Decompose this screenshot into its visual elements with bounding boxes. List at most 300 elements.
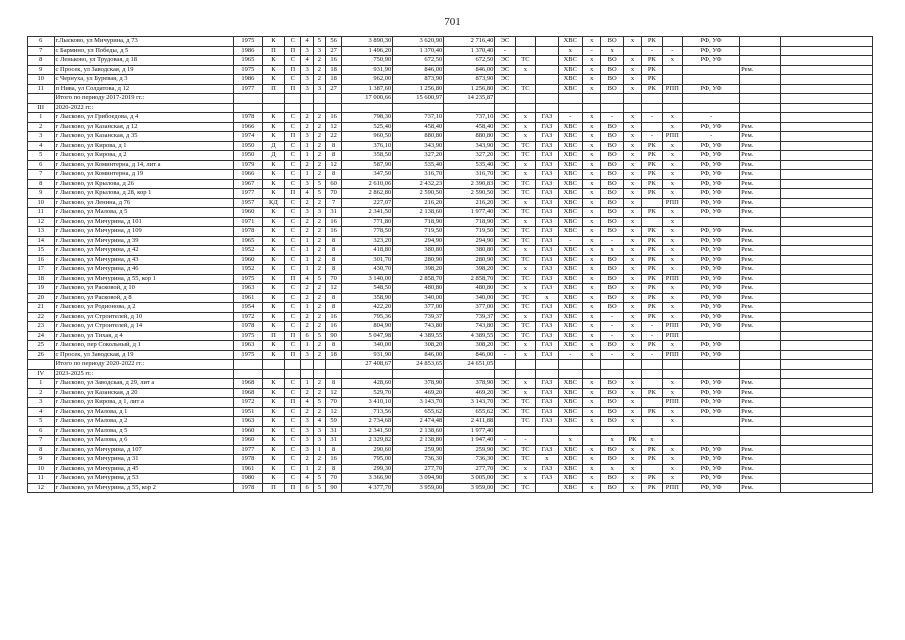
table-row [28, 322, 873, 332]
table-row [28, 227, 873, 237]
s4-cell: ХВС [558, 122, 582, 132]
area2-cell: 846,00 [393, 350, 444, 360]
s1-cell: ЭС [495, 75, 515, 85]
s8-cell [642, 398, 662, 408]
area1-cell: 3 410,10 [342, 398, 393, 408]
area1-cell: 1 387,60 [342, 84, 393, 94]
empty-cell [623, 94, 641, 104]
s2-cell: х [515, 65, 535, 75]
cat-cell: С [285, 464, 301, 474]
s3-cell: ГАЗ [536, 160, 558, 170]
s2-cell: ТС [515, 483, 535, 493]
en-cell: 2 [313, 284, 325, 294]
fund-cell: РФ, УФ [683, 84, 740, 94]
s2-cell: х [515, 198, 535, 208]
ap-cell: 8 [325, 151, 341, 161]
fl-cell: 4 [301, 474, 313, 484]
s2-cell: ТС [515, 331, 535, 341]
s5-cell: х [583, 379, 601, 389]
en-cell: 3 [313, 84, 325, 94]
empty-cell [301, 360, 313, 370]
s7-cell: х [623, 350, 641, 360]
fl-cell: 3 [301, 75, 313, 85]
en-cell: 2 [313, 170, 325, 180]
empty-cell [583, 103, 601, 113]
s4-cell: ХВС [558, 65, 582, 75]
en-cell: 2 [313, 227, 325, 237]
s7-cell: х [623, 322, 641, 332]
empty-cell [780, 483, 872, 493]
addr-cell: г Лысково, ул Малова, д 2 [54, 417, 234, 427]
year-cell: 1979 [234, 160, 263, 170]
ap-cell: 31 [325, 208, 341, 218]
s9-cell: РПП [662, 350, 682, 360]
rem-cell: Рем. [740, 198, 781, 208]
n-cell: 3 [28, 132, 55, 142]
area2-cell: 480,80 [393, 284, 444, 294]
mat-cell: К [262, 445, 284, 455]
area1-cell: 227,07 [342, 198, 393, 208]
table-row [28, 436, 873, 446]
s9-cell [662, 65, 682, 75]
area2-cell: 2 432,23 [393, 179, 444, 189]
fund-cell [683, 426, 740, 436]
area1-cell: 4 377,70 [342, 483, 393, 493]
cat-cell: С [285, 170, 301, 180]
s9-cell: х [662, 170, 682, 180]
area2-cell: 316,70 [393, 170, 444, 180]
fund-cell: РФ, УФ [683, 341, 740, 351]
area1-cell: 3 366,90 [342, 474, 393, 484]
n-cell: 2 [28, 122, 55, 132]
s1-cell: ЭС [495, 455, 515, 465]
area1-cell: 299,30 [342, 464, 393, 474]
s9-cell: РПП [662, 274, 682, 284]
year-cell: 1951 [234, 407, 263, 417]
empty-cell [285, 360, 301, 370]
fund-cell [683, 436, 740, 446]
empty-cell [285, 94, 301, 104]
s5-cell: х [583, 322, 601, 332]
s3-cell: ГАЗ [536, 284, 558, 294]
s6-cell: ВО [601, 141, 623, 151]
addr-cell: г Лысково, ул Крылова, д 26 [54, 179, 234, 189]
en-cell: 2 [313, 350, 325, 360]
s9-cell: - [662, 46, 682, 56]
year-cell: 1975 [234, 274, 263, 284]
rem-cell: Рем. [740, 445, 781, 455]
s8-cell: РК [642, 151, 662, 161]
fund-cell: РФ, УФ [683, 293, 740, 303]
table-row [28, 464, 873, 474]
area3-cell: 846,00 [444, 350, 495, 360]
mat-cell: К [262, 464, 284, 474]
cat-cell: С [285, 265, 301, 275]
s9-cell: х [662, 246, 682, 256]
empty-cell [313, 103, 325, 113]
table-row [28, 417, 873, 427]
s7-cell: х [623, 75, 641, 85]
n-cell: 20 [28, 293, 55, 303]
en-cell: 2 [313, 464, 325, 474]
s9-cell: х [662, 474, 682, 484]
s8-cell [642, 379, 662, 389]
s5-cell: х [583, 217, 601, 227]
n-cell: 14 [28, 236, 55, 246]
addr-cell: г Лысково, ул Мичурина, д 31 [54, 455, 234, 465]
empty-cell [325, 103, 341, 113]
rem-cell [740, 56, 781, 66]
year-cell: 1952 [234, 246, 263, 256]
n-cell: 4 [28, 141, 55, 151]
s5-cell: - [583, 46, 601, 56]
s8-cell: РК [642, 293, 662, 303]
n-cell: 19 [28, 284, 55, 294]
table-row [28, 284, 873, 294]
s1-cell: ЭС [495, 160, 515, 170]
year-cell: 1977 [234, 445, 263, 455]
area2-cell: 880,80 [393, 132, 444, 142]
table-row [28, 122, 873, 132]
empty-cell [642, 103, 662, 113]
area3-cell: 380,80 [444, 246, 495, 256]
fund-cell: РФ, УФ [683, 388, 740, 398]
en-cell: 3 [313, 436, 325, 446]
s3-cell: ГАЗ [536, 303, 558, 313]
ap-cell: 90 [325, 483, 341, 493]
s5-cell: х [583, 189, 601, 199]
empty-cell [536, 369, 558, 379]
s1-cell: ЭС [495, 341, 515, 351]
empty-cell [325, 369, 341, 379]
fl-cell: 2 [301, 293, 313, 303]
table-row [28, 65, 873, 75]
cat-cell: С [285, 217, 301, 227]
s2-cell: х [515, 265, 535, 275]
s6-cell: - [601, 322, 623, 332]
s7-cell: х [623, 455, 641, 465]
area2-cell: 743,80 [393, 322, 444, 332]
cat-cell: С [285, 417, 301, 427]
year-cell: 1980 [234, 474, 263, 484]
table-row [28, 445, 873, 455]
s9-cell: х [662, 417, 682, 427]
area1-cell: 525,40 [342, 122, 393, 132]
en-cell: 4 [313, 417, 325, 427]
s9-cell: РПП [662, 322, 682, 332]
s2-cell: ТС [515, 398, 535, 408]
s4-cell: ХВС [558, 56, 582, 66]
empty-cell [780, 179, 872, 189]
s6-cell: ВО [601, 455, 623, 465]
s3-cell: ГАЗ [536, 227, 558, 237]
addr-cell: г Лысково, ул Коминтерна, д 19 [54, 170, 234, 180]
s5-cell: х [583, 388, 601, 398]
s9-cell: х [662, 464, 682, 474]
s7-cell: х [623, 236, 641, 246]
table-row [28, 474, 873, 484]
table-row [28, 341, 873, 351]
s7-cell: х [623, 246, 641, 256]
empty-cell [393, 103, 444, 113]
rem-cell: Рем. [740, 227, 781, 237]
rem-cell: Рем. [740, 455, 781, 465]
cat-cell: С [285, 445, 301, 455]
s1-cell: ЭС [495, 217, 515, 227]
empty-cell [780, 46, 872, 56]
en-cell: 2 [313, 388, 325, 398]
s2-cell: х [515, 113, 535, 123]
empty-cell [601, 94, 623, 104]
rem-cell: Рем. [740, 322, 781, 332]
area3-cell: 737,10 [444, 113, 495, 123]
mat-cell: К [262, 407, 284, 417]
n-cell: 10 [28, 464, 55, 474]
year-cell: 1968 [234, 379, 263, 389]
ap-cell: 12 [325, 407, 341, 417]
en-cell: 2 [313, 455, 325, 465]
table-row [28, 46, 873, 56]
en-cell: 5 [313, 398, 325, 408]
rem-cell: Рем. [740, 312, 781, 322]
s6-cell: ВО [601, 284, 623, 294]
s9-cell: х [662, 217, 682, 227]
s8-cell [642, 217, 662, 227]
addr-cell: г Лысково, ул Мичурина, д 55, кор 1 [54, 274, 234, 284]
cat-cell: С [285, 436, 301, 446]
area1-cell: 713,56 [342, 407, 393, 417]
s7-cell: х [623, 474, 641, 484]
s3-cell [536, 46, 558, 56]
s6-cell: ВО [601, 189, 623, 199]
ap-cell: 60 [325, 179, 341, 189]
s1-cell: ЭС [495, 236, 515, 246]
s4-cell: ХВС [558, 198, 582, 208]
fl-cell: 1 [301, 151, 313, 161]
empty-cell [780, 398, 872, 408]
area3-cell: 1 977,40 [444, 208, 495, 218]
s7-cell: х [623, 227, 641, 237]
fund-cell: РФ, УФ [683, 474, 740, 484]
area1-cell: 290,60 [342, 445, 393, 455]
s7-cell: х [623, 341, 641, 351]
s9-cell: РПП [662, 84, 682, 94]
empty-cell [325, 360, 341, 370]
area2-cell: 2 858,70 [393, 274, 444, 284]
s4-cell: ХВС [558, 312, 582, 322]
s1-cell: ЭС [495, 274, 515, 284]
mat-cell: К [262, 75, 284, 85]
s1-cell: - [495, 350, 515, 360]
empty-cell [780, 208, 872, 218]
s2-cell: ТС [515, 227, 535, 237]
s1-cell: ЭС [495, 322, 515, 332]
empty-cell [342, 369, 393, 379]
ap-cell: 8 [325, 379, 341, 389]
s2-cell: х [515, 246, 535, 256]
empty-cell [495, 360, 515, 370]
addr-cell: г Лысково, ул Тихая, д 4 [54, 331, 234, 341]
s1-cell: ЭС [495, 141, 515, 151]
s4-cell: ХВС [558, 284, 582, 294]
s5-cell: х [583, 84, 601, 94]
s7-cell: х [623, 255, 641, 265]
s8-cell: РК [642, 160, 662, 170]
table-row [28, 312, 873, 322]
cat-cell: С [285, 151, 301, 161]
s6-cell: ВО [601, 303, 623, 313]
empty-cell [780, 407, 872, 417]
s9-cell: х [662, 303, 682, 313]
s1-cell: ЭС [495, 445, 515, 455]
total-row [28, 360, 873, 370]
s9-cell [662, 426, 682, 436]
mat-cell: К [262, 246, 284, 256]
empty-cell [495, 94, 515, 104]
s2-cell: ТС [515, 255, 535, 265]
cat-cell: С [285, 113, 301, 123]
s7-cell: х [623, 208, 641, 218]
area3-cell: 3 143,70 [444, 398, 495, 408]
area1-cell: 301,70 [342, 255, 393, 265]
s3-cell [536, 436, 558, 446]
section-number-cell: III [28, 103, 55, 113]
table-row [28, 37, 873, 47]
fl-cell: 2 [301, 312, 313, 322]
year-cell: 1961 [234, 464, 263, 474]
area1-cell: 795,36 [342, 312, 393, 322]
s8-cell: РК [642, 407, 662, 417]
empty-cell [780, 132, 872, 142]
s8-cell: - [642, 132, 662, 142]
s7-cell: х [623, 170, 641, 180]
addr-cell: г Лысково, ул Казанская, д 12 [54, 122, 234, 132]
s3-cell: ГАЗ [536, 474, 558, 484]
ap-cell: 16 [325, 217, 341, 227]
s3-cell: ГАЗ [536, 189, 558, 199]
s5-cell: х [583, 113, 601, 123]
empty-cell [780, 379, 872, 389]
empty-cell [444, 103, 495, 113]
s3-cell: ГАЗ [536, 322, 558, 332]
s7-cell: х [623, 464, 641, 474]
area2-cell: 1 370,40 [393, 46, 444, 56]
year-cell: 1966 [234, 122, 263, 132]
s1-cell: ЭС [495, 379, 515, 389]
empty-cell [683, 94, 740, 104]
s4-cell: ХВС [558, 141, 582, 151]
fl-cell: 3 [301, 65, 313, 75]
area3-cell: 308,20 [444, 341, 495, 351]
rem-cell [740, 37, 781, 47]
empty-cell [780, 255, 872, 265]
area1-cell: 795,00 [342, 455, 393, 465]
en-cell: 3 [313, 426, 325, 436]
ap-cell: 90 [325, 331, 341, 341]
ap-cell: 7 [325, 198, 341, 208]
s1-cell: ЭС [495, 227, 515, 237]
en-cell: 2 [313, 132, 325, 142]
s6-cell: ВО [601, 388, 623, 398]
area1-cell: 3 140,00 [342, 274, 393, 284]
en-cell: 2 [313, 255, 325, 265]
rem-cell: Рем. [740, 246, 781, 256]
fund-cell: РФ, УФ [683, 141, 740, 151]
s3-cell: ГАЗ [536, 236, 558, 246]
area2-cell: 378,90 [393, 379, 444, 389]
s3-cell [536, 56, 558, 66]
en-cell: 2 [313, 160, 325, 170]
en-cell: 1 [313, 445, 325, 455]
empty-cell [495, 369, 515, 379]
fund-cell: РФ, УФ [683, 227, 740, 237]
s2-cell: х [515, 170, 535, 180]
en-cell: 2 [313, 322, 325, 332]
s9-cell: х [662, 151, 682, 161]
s9-cell: х [662, 455, 682, 465]
s8-cell: - [642, 113, 662, 123]
area1-cell: 358,50 [342, 151, 393, 161]
s6-cell: ВО [601, 265, 623, 275]
ap-cell: 16 [325, 312, 341, 322]
total-area2-cell: 15 600,97 [393, 94, 444, 104]
cat-cell: С [285, 312, 301, 322]
s6-cell: ВО [601, 208, 623, 218]
area3-cell: 2 858,70 [444, 274, 495, 284]
empty-cell [780, 227, 872, 237]
area3-cell: 327,20 [444, 151, 495, 161]
s2-cell: ТС [515, 189, 535, 199]
cat-cell: С [285, 236, 301, 246]
area1-cell: 430,70 [342, 265, 393, 275]
mat-cell: Д [262, 141, 284, 151]
rem-cell [740, 436, 781, 446]
s8-cell: РК [642, 56, 662, 66]
area2-cell: 2 138,80 [393, 436, 444, 446]
empty-cell [780, 284, 872, 294]
rem-cell: Рем. [740, 379, 781, 389]
s6-cell: - [601, 236, 623, 246]
s4-cell: ХВС [558, 474, 582, 484]
year-cell: 1972 [234, 398, 263, 408]
area1-cell: 376,10 [342, 141, 393, 151]
s3-cell [536, 426, 558, 436]
s1-cell: ЭС [495, 388, 515, 398]
fl-cell: 3 [301, 426, 313, 436]
rem-cell: Рем. [740, 474, 781, 484]
area2-cell: 655,62 [393, 407, 444, 417]
year-cell: 1960 [234, 255, 263, 265]
s9-cell: х [662, 407, 682, 417]
total-area2-cell: 24 853,65 [393, 360, 444, 370]
s1-cell [495, 426, 515, 436]
empty-cell [780, 122, 872, 132]
table-row [28, 208, 873, 218]
s4-cell: х [558, 46, 582, 56]
year-cell: 1978 [234, 113, 263, 123]
n-cell: 1 [28, 379, 55, 389]
s9-cell: х [662, 113, 682, 123]
n-cell: 5 [28, 151, 55, 161]
s3-cell: ГАЗ [536, 198, 558, 208]
table-row [28, 246, 873, 256]
area1-cell: 931,90 [342, 350, 393, 360]
rem-cell: Рем. [740, 179, 781, 189]
n-cell: 6 [28, 160, 55, 170]
empty-cell [262, 103, 284, 113]
s8-cell: РК [642, 274, 662, 284]
s5-cell: х [583, 417, 601, 427]
